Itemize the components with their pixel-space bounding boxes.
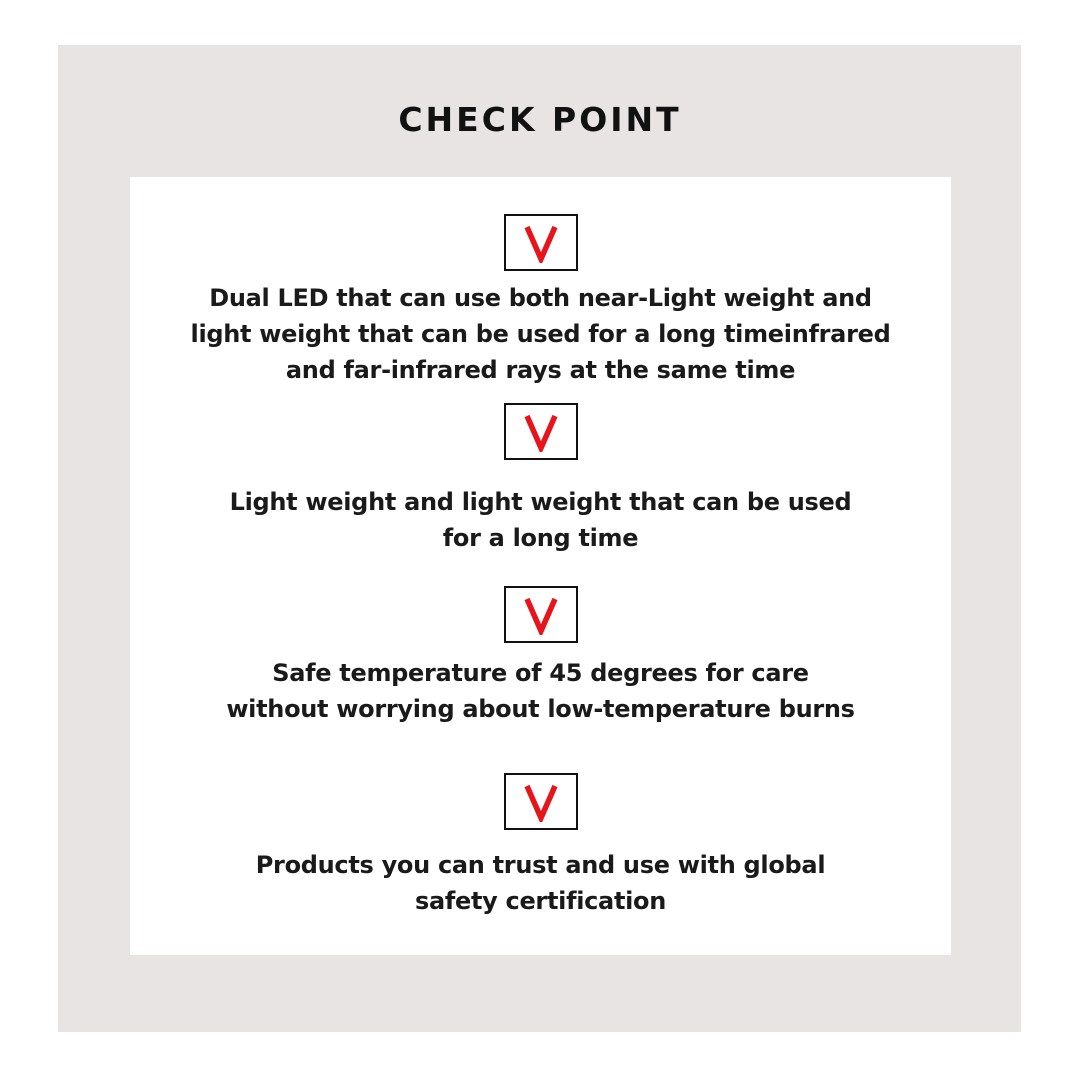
checkpoint-item-2-line-1: Light weight and light weight that can be used — [229, 488, 852, 516]
check-box-icon — [504, 403, 578, 460]
check-box-icon — [504, 773, 578, 830]
v-checkmark-icon — [521, 223, 561, 263]
checkpoint-item-1-line-1: Dual LED that can use both near-Light weight and — [209, 284, 872, 312]
checkpoint-item-4-line-1: Products you can trust and use with global — [255, 851, 826, 879]
checkpoint-item-3 — [130, 655, 951, 727]
checkpoint-item-4-line-2: safety certification — [414, 887, 667, 915]
checkpoint-item-2 — [130, 484, 951, 556]
v-checkmark-icon — [521, 412, 561, 452]
checkpoint-item-1-line-3: and far-infrared rays at the same time — [285, 356, 796, 384]
checkpoint-item-1 — [130, 280, 951, 388]
checkpoint-item-3-line-1: Safe temperature of 45 degrees for care — [272, 659, 809, 687]
checkpoint-item-4 — [130, 847, 951, 919]
page-title: CHECK POINT — [398, 100, 682, 139]
checkpoint-item-1-line-2: light weight that can be used for a long timeinfrared — [190, 320, 891, 348]
checkpoint-item-3-line-2: without worrying about low-temperature burns — [226, 695, 855, 723]
v-checkmark-icon — [521, 595, 561, 635]
v-checkmark-icon — [521, 782, 561, 822]
check-box-icon — [504, 214, 578, 271]
check-box-icon — [504, 586, 578, 643]
checkpoint-item-2-line-2: for a long time — [442, 524, 639, 552]
